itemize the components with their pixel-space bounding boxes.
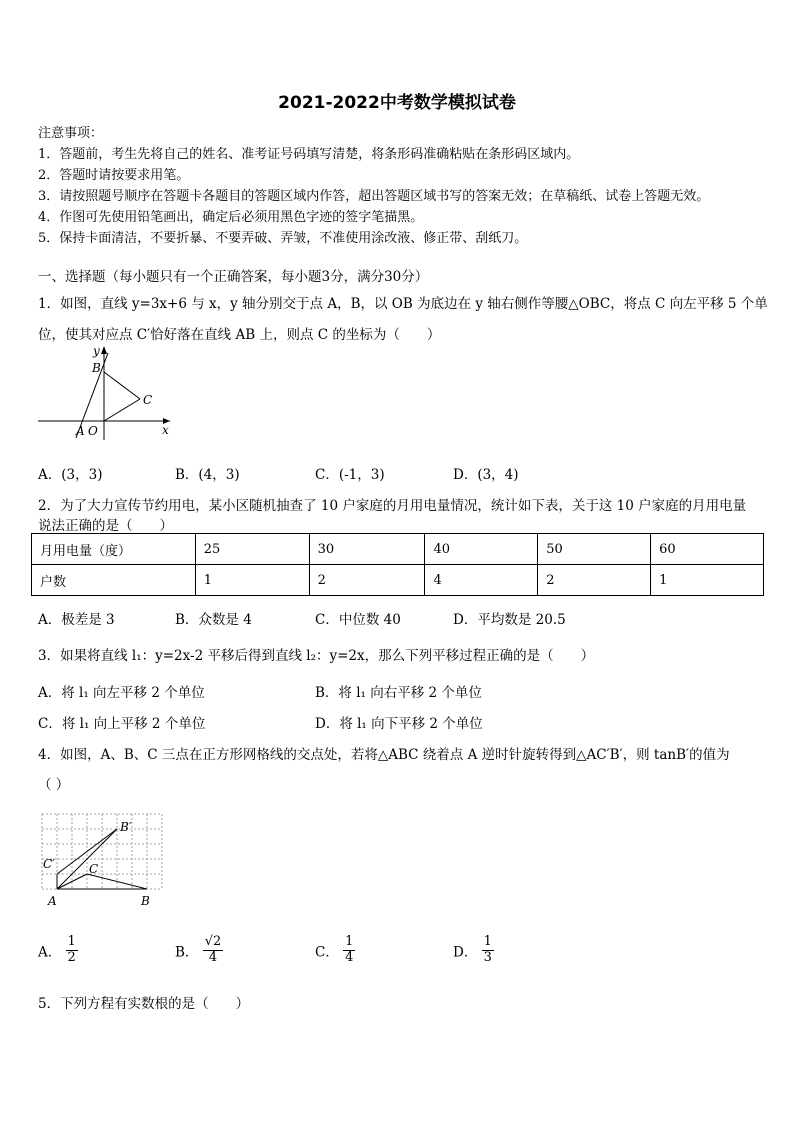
- notice-heading: 注意事项：: [38, 126, 104, 141]
- page-title: 2021-2022中考数学模拟试卷: [278, 93, 516, 113]
- question-4-option-d: D． $\frac{1}{3}$: [453, 934, 492, 965]
- question-3-option-d: D．将 l₁ 向下平移 2 个单位: [315, 716, 483, 732]
- question-2-text-cont: 说法正确的是（ ）: [38, 518, 173, 534]
- notice-item: 5．保持卡面清洁，不要折暴、不要弄破、弄皱，不准使用涂改液、修正带、刮纸刀。: [38, 231, 528, 246]
- figure-label-a: A: [48, 894, 57, 908]
- question-1-text-cont: 位，使其对应点 C′恰好落在直线 AB 上，则点 C 的坐标为（ ）: [38, 327, 441, 343]
- question-4-text-cont: （ ）: [38, 777, 70, 793]
- fraction: $\frac{1}{3}$: [483, 934, 492, 965]
- question-2-option-a: A．极差是 3: [38, 612, 115, 628]
- table-cell: 户数: [32, 565, 196, 596]
- question-4-text: 4．如图，A、B、C 三点在正方形网格线的交点处，若将△ABC 绕着点 A 逆时针旋转得到△AC′B′，则 tanB′的值为: [38, 747, 730, 763]
- table-cell: 1: [195, 565, 309, 596]
- question-4-option-a: A． $\frac{1}{2}$: [38, 934, 76, 965]
- question-3-option-b: B．将 l₁ 向右平移 2 个单位: [315, 685, 482, 701]
- question-2-option-b: B．众数是 4: [175, 612, 252, 628]
- question-2-text: 2．为了大力宣传节约用电，某小区随机抽查了 10 户家庭的月用电量情况，统计如下表，关于这 10 户家庭的月用电量: [38, 498, 747, 514]
- figure-label-c: C: [89, 862, 99, 876]
- question-2-option-c: C．中位数 40: [315, 612, 401, 628]
- figure-label-b: B: [92, 361, 101, 375]
- table-row: [32, 534, 764, 565]
- question-1-option-d: D．(3，4): [453, 467, 519, 483]
- table-cell: 25: [195, 534, 309, 565]
- table-cell: 50: [538, 534, 651, 565]
- question-4-option-c: C． $\frac{1}{4}$: [315, 934, 354, 965]
- table-row: [32, 565, 764, 596]
- notice-item: 2．答题时请按要求用笔。: [38, 168, 190, 183]
- table-cell: 60: [651, 534, 764, 565]
- figure-label-x: x: [162, 423, 169, 437]
- figure-label-o: O: [88, 424, 98, 438]
- section-heading: 一、选择题（每小题只有一个正确答案，每小题3分，满分30分）: [38, 269, 429, 285]
- figure-label-b-prime: B′: [120, 820, 132, 834]
- question-2-option-d: D．平均数是 20.5: [453, 612, 566, 628]
- question-3-option-a: A．将 l₁ 向左平移 2 个单位: [38, 685, 205, 701]
- table-cell: 月用电量（度）: [32, 534, 196, 565]
- electricity-table: [31, 533, 764, 596]
- figure-label-c-prime: C′: [43, 857, 55, 871]
- question-1-option-c: C．(-1，3): [315, 467, 385, 483]
- table-cell: 2: [538, 565, 651, 596]
- question-1-figure: [36, 344, 172, 442]
- figure-label-c: C: [143, 393, 153, 407]
- question-5-text: 5．下列方程有实数根的是（ ）: [38, 996, 250, 1012]
- figure-label-a: A: [76, 424, 85, 438]
- fraction: $\frac{1}{4}$: [345, 934, 354, 965]
- question-1-text: 1．如图，直线 y=3x+6 与 x，y 轴分别交于点 A，B，以 OB 为底边在 y 轴右侧作等腰△OBC，将点 C 向左平移 5 个单: [38, 296, 768, 312]
- question-4-option-b: B． $\frac{√2}{4}$: [175, 934, 222, 965]
- table-cell: 1: [651, 565, 764, 596]
- question-3-option-c: C．将 l₁ 向上平移 2 个单位: [38, 716, 206, 732]
- figure-label-b: B: [141, 894, 150, 908]
- notice-item: 1．答题前，考生先将自己的姓名、准考证号码填写清楚，将条形码准确粘贴在条形码区域内。: [38, 147, 580, 162]
- table-cell: 4: [425, 565, 538, 596]
- fraction: $\frac{1}{2}$: [67, 934, 76, 965]
- question-4-grid-figure: [38, 810, 164, 916]
- table-cell: 2: [309, 565, 425, 596]
- question-3-text: 3．如果将直线 l₁：y=2x-2 平移后得到直线 l₂：y=2x，那么下列平移过程正确的是（ ）: [38, 648, 595, 664]
- notice-item: 3．请按照题号顺序在答题卡各题目的答题区域内作答，超出答题区域书写的答案无效；在草稿纸、试卷上答题无效。: [38, 189, 710, 204]
- table-cell: 30: [309, 534, 425, 565]
- fraction: $\frac{√2}{4}$: [204, 934, 222, 965]
- question-1-option-b: B．(4，3): [175, 467, 240, 483]
- table-cell: 40: [425, 534, 538, 565]
- figure-label-y: y: [93, 344, 100, 358]
- question-1-option-a: A．(3，3): [38, 467, 103, 483]
- notice-item: 4．作图可先使用铅笔画出，确定后必须用黑色字迹的签字笔描黑。: [38, 210, 424, 225]
